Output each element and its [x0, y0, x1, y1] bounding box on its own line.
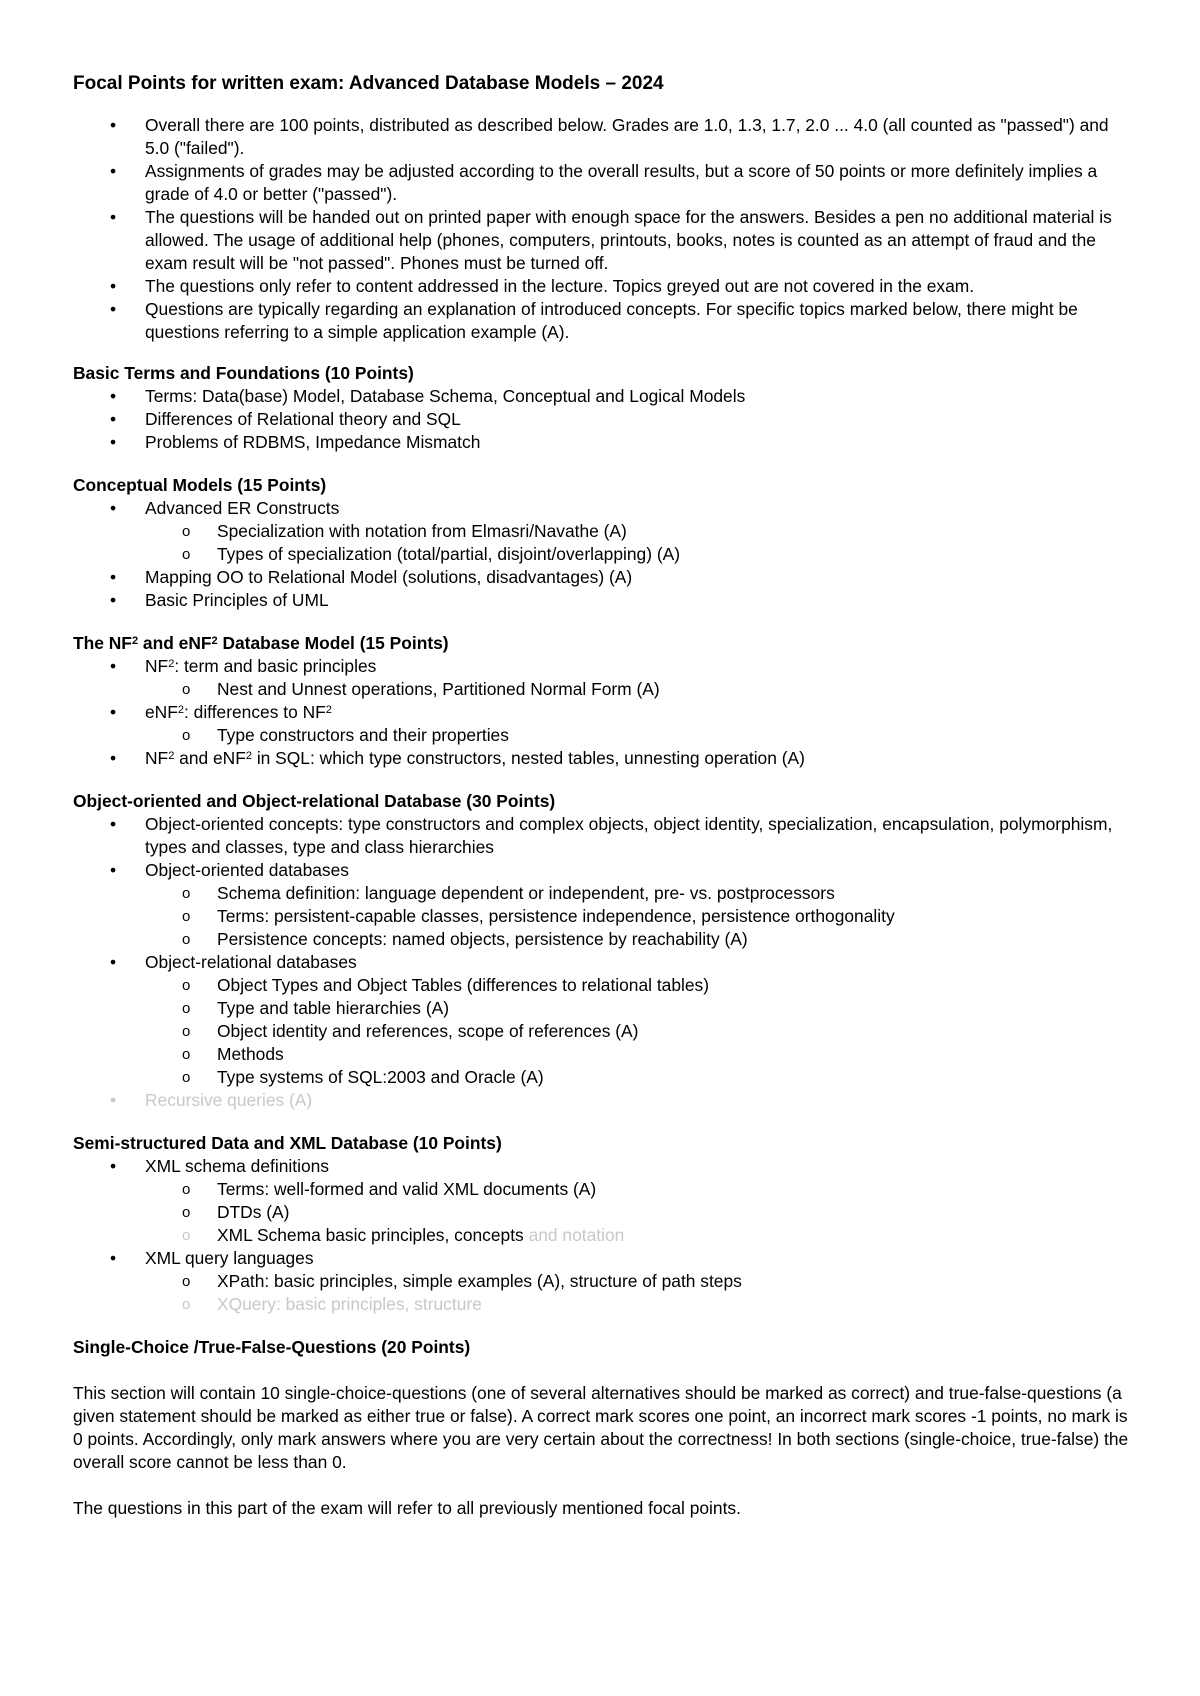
bullet-icon: •: [110, 952, 117, 972]
list-item: • Problems of RDBMS, Impedance Mismatch: [110, 432, 481, 452]
document-title: Focal Points for written exam: Advanced Database Models – 2024: [73, 73, 664, 94]
sub-list-item: o Terms: well-formed and valid XML documents (A): [182, 1179, 597, 1199]
section-basic-terms: [73, 362, 1133, 454]
sub-bullet-icon: o: [182, 1227, 191, 1244]
sub-list-item: o Schema definition: language dependent or independent, pre- vs. postprocessors: [182, 883, 835, 903]
sub-bullet-icon: o: [182, 1204, 191, 1221]
bullet-icon: •: [110, 860, 117, 880]
sub-bullet-icon: o: [182, 1069, 191, 1086]
sub-list-item: o Object Types and Object Tables (differences to relational tables): [182, 975, 710, 995]
bullet-icon: •: [110, 161, 117, 181]
bullet-icon: •: [110, 299, 117, 319]
sub-bullet-icon: o: [182, 885, 191, 902]
sub-bullet-icon: o: [182, 931, 191, 948]
section-single-choice: [73, 1336, 1133, 1520]
sub-list-item: o Types of specialization (total/partial, disjoint/overlapping) (A): [182, 544, 681, 564]
sub-list-item: o Specialization with notation from Elmasri/Navathe (A): [182, 521, 627, 541]
list-item: • Basic Principles of UML: [110, 590, 329, 610]
document-page: [73, 72, 1133, 1520]
sub-list-item: o XML Schema basic principles, concepts and notation: [182, 1225, 625, 1245]
bullet-icon: •: [110, 1156, 117, 1176]
sub-bullet-icon: o: [182, 727, 191, 744]
list-item: • $NF^2$ and eNF$^2$ in SQL: which type constructors, nested tables, unnesting operation (A): [110, 748, 805, 768]
paragraph: The questions in this part of the exam will refer to all previously mentioned focal points.: [73, 1498, 741, 1518]
sub-list-item: o Type constructors and their properties: [182, 725, 509, 745]
sub-bullet-icon: o: [182, 1273, 191, 1290]
sub-bullet-icon: o: [182, 977, 191, 994]
sub-list-item: o XPath: basic principles, simple examples (A), structure of path steps: [182, 1271, 742, 1291]
bullet-icon: •: [110, 814, 117, 834]
bullet-icon: •: [110, 115, 117, 135]
bullet-icon: •: [110, 590, 117, 610]
bullet-icon: •: [110, 748, 117, 768]
intro-item: • Questions are typically regarding an explanation of introduced concepts. For specific topics marked below, there might be questions referring to a simple application example (A).: [110, 299, 1078, 342]
sub-bullet-icon: o: [182, 1000, 191, 1017]
list-item: • Object-oriented concepts: type constructors and complex objects, object identity, specialization, encapsulation, polymorphism, types and classes, type and class hierarchies: [110, 814, 1113, 857]
sub-bullet-icon: o: [182, 1023, 191, 1040]
sub-list-item: o Persistence concepts: named objects, persistence by reachability (A): [182, 929, 748, 949]
list-item: • Object-oriented databases o Schema definition: language dependent or independent, pre- vs. postprocessors o Terms: persistent-capable classes, persistence independence, persistence orthogonality o Persistence concepts: named objects, persistence by reachability (A): [73, 859, 1133, 951]
list-item: • eNF$^2$: differences to $NF^2$ o Type constructors and their properties: [73, 701, 1133, 747]
sub-list: [145, 724, 1133, 747]
section-list: [73, 497, 1133, 612]
section-object-oriented: [73, 790, 1133, 1112]
list-item: • XML schema definitions o Terms: well-formed and valid XML documents (A) o DTDs (A) o XML Schema basic principles, concepts and notation: [73, 1155, 1133, 1247]
section-nf2: [73, 632, 1133, 770]
sub-list: [145, 974, 1133, 1089]
sub-list: [145, 1270, 1133, 1316]
bullet-icon: •: [110, 409, 117, 429]
bullet-icon: •: [110, 432, 117, 452]
bullet-icon: •: [110, 498, 117, 518]
list-item: • Terms: Data(base) Model, Database Schema, Conceptual and Logical Models: [110, 386, 746, 406]
list-item: • Differences of Relational theory and SQL: [110, 409, 461, 429]
bullet-icon: •: [110, 276, 117, 296]
section-xml: [73, 1132, 1133, 1316]
section-heading: The $NF^2$ and eNF$^2$ Database Model (15 Points): [73, 633, 449, 653]
sub-list: [145, 678, 1133, 701]
bullet-icon: •: [110, 1090, 117, 1110]
list-item-greyed: • Recursive queries (A): [110, 1090, 313, 1110]
list-item: • Advanced ER Constructs o Specialization with notation from Elmasri/Navathe (A) o Types of specialization (total/partial, disjoint/overlapping) (A): [73, 497, 1133, 566]
intro-item: • Assignments of grades may be adjusted according to the overall results, but a score of 50 points or more definitely implies a grade of 4.0 or better ("passed").: [110, 161, 1098, 204]
bullet-icon: •: [110, 1248, 117, 1268]
sub-list-item: o Nest and Unnest operations, Partitioned Normal Form (A): [182, 679, 660, 699]
bullet-icon: •: [110, 702, 117, 722]
paragraph: This section will contain 10 single-choice-questions (one of several alternatives should be marked as correct) and true-false-questions (a given statement should be marked as either true or false). A correct mark scores one point, an incorrect mark scores -1 points, no mark is 0 points. Accordingly, only mark answers where you are very certain about the correctness! In both sections (single-choice, true-false) the overall score cannot be less than 0.: [73, 1383, 1129, 1472]
sub-list-item-greyed: o XQuery: basic principles, structure: [182, 1294, 482, 1314]
list-item: • Object-relational databases o Object Types and Object Tables (differences to relational tables) o Type and table hierarchies (A) o Object identity and references, scope of references (A) o Methods o Type systems of SQL:2003 and Oracle (A): [73, 951, 1133, 1089]
bullet-icon: •: [110, 386, 117, 406]
sub-list: [145, 882, 1133, 951]
sub-bullet-icon: o: [182, 523, 191, 540]
bullet-icon: •: [110, 207, 117, 227]
sub-bullet-icon: o: [182, 546, 191, 563]
section-heading: Basic Terms and Foundations (10 Points): [73, 363, 414, 383]
section-heading: Object-oriented and Object-relational Database (30 Points): [73, 791, 556, 811]
sub-bullet-icon: o: [182, 1296, 191, 1313]
section-list: [73, 813, 1133, 1112]
sub-bullet-icon: o: [182, 1046, 191, 1063]
list-item: • Mapping OO to Relational Model (solutions, disadvantages) (A): [110, 567, 633, 587]
sub-bullet-icon: o: [182, 908, 191, 925]
section-heading: Single-Choice /True-False-Questions (20 Points): [73, 1337, 471, 1357]
sub-list-item: o Object identity and references, scope of references (A): [182, 1021, 639, 1041]
sub-list: [145, 1178, 1133, 1247]
intro-item: • Overall there are 100 points, distributed as described below. Grades are 1.0, 1.3, 1.7, 2.0 ... 4.0 (all counted as "passed") and 5.0 ("failed").: [110, 115, 1109, 158]
list-item: • XML query languages o XPath: basic principles, simple examples (A), structure of path steps o XQuery: basic principles, structure: [73, 1247, 1133, 1316]
sub-list-item: o DTDs (A): [182, 1202, 290, 1222]
intro-item: • The questions only refer to content addressed in the lecture. Topics greyed out are not covered in the exam.: [110, 276, 975, 296]
bullet-icon: •: [110, 567, 117, 587]
intro-item: • The questions will be handed out on printed paper with enough space for the answers. Besides a pen no additional material is allowed. The usage of additional help (phones, computers, printouts, books, notes is counted as an attempt of fraud and the exam result will be "not passed". Phones must be turned off.: [110, 207, 1112, 273]
sub-list-item: o Methods: [182, 1044, 284, 1064]
sub-bullet-icon: o: [182, 1181, 191, 1198]
section-list: [73, 385, 1133, 454]
list-item: • $NF^2$: term and basic principles o Nest and Unnest operations, Partitioned Normal Form (A): [73, 655, 1133, 701]
section-conceptual-models: [73, 474, 1133, 612]
sub-list-item: o Terms: persistent-capable classes, persistence independence, persistence orthogonality: [182, 906, 895, 926]
sub-bullet-icon: o: [182, 681, 191, 698]
sub-list: [145, 520, 1133, 566]
sub-list-item: o Type and table hierarchies (A): [182, 998, 449, 1018]
sub-list-item: o Type systems of SQL:2003 and Oracle (A): [182, 1067, 544, 1087]
section-list: [73, 1155, 1133, 1316]
section-heading: Semi-structured Data and XML Database (10 Points): [73, 1133, 502, 1153]
section-list: [73, 655, 1133, 770]
bullet-icon: •: [110, 656, 117, 676]
intro-list: [73, 114, 1133, 344]
section-heading: Conceptual Models (15 Points): [73, 475, 327, 495]
